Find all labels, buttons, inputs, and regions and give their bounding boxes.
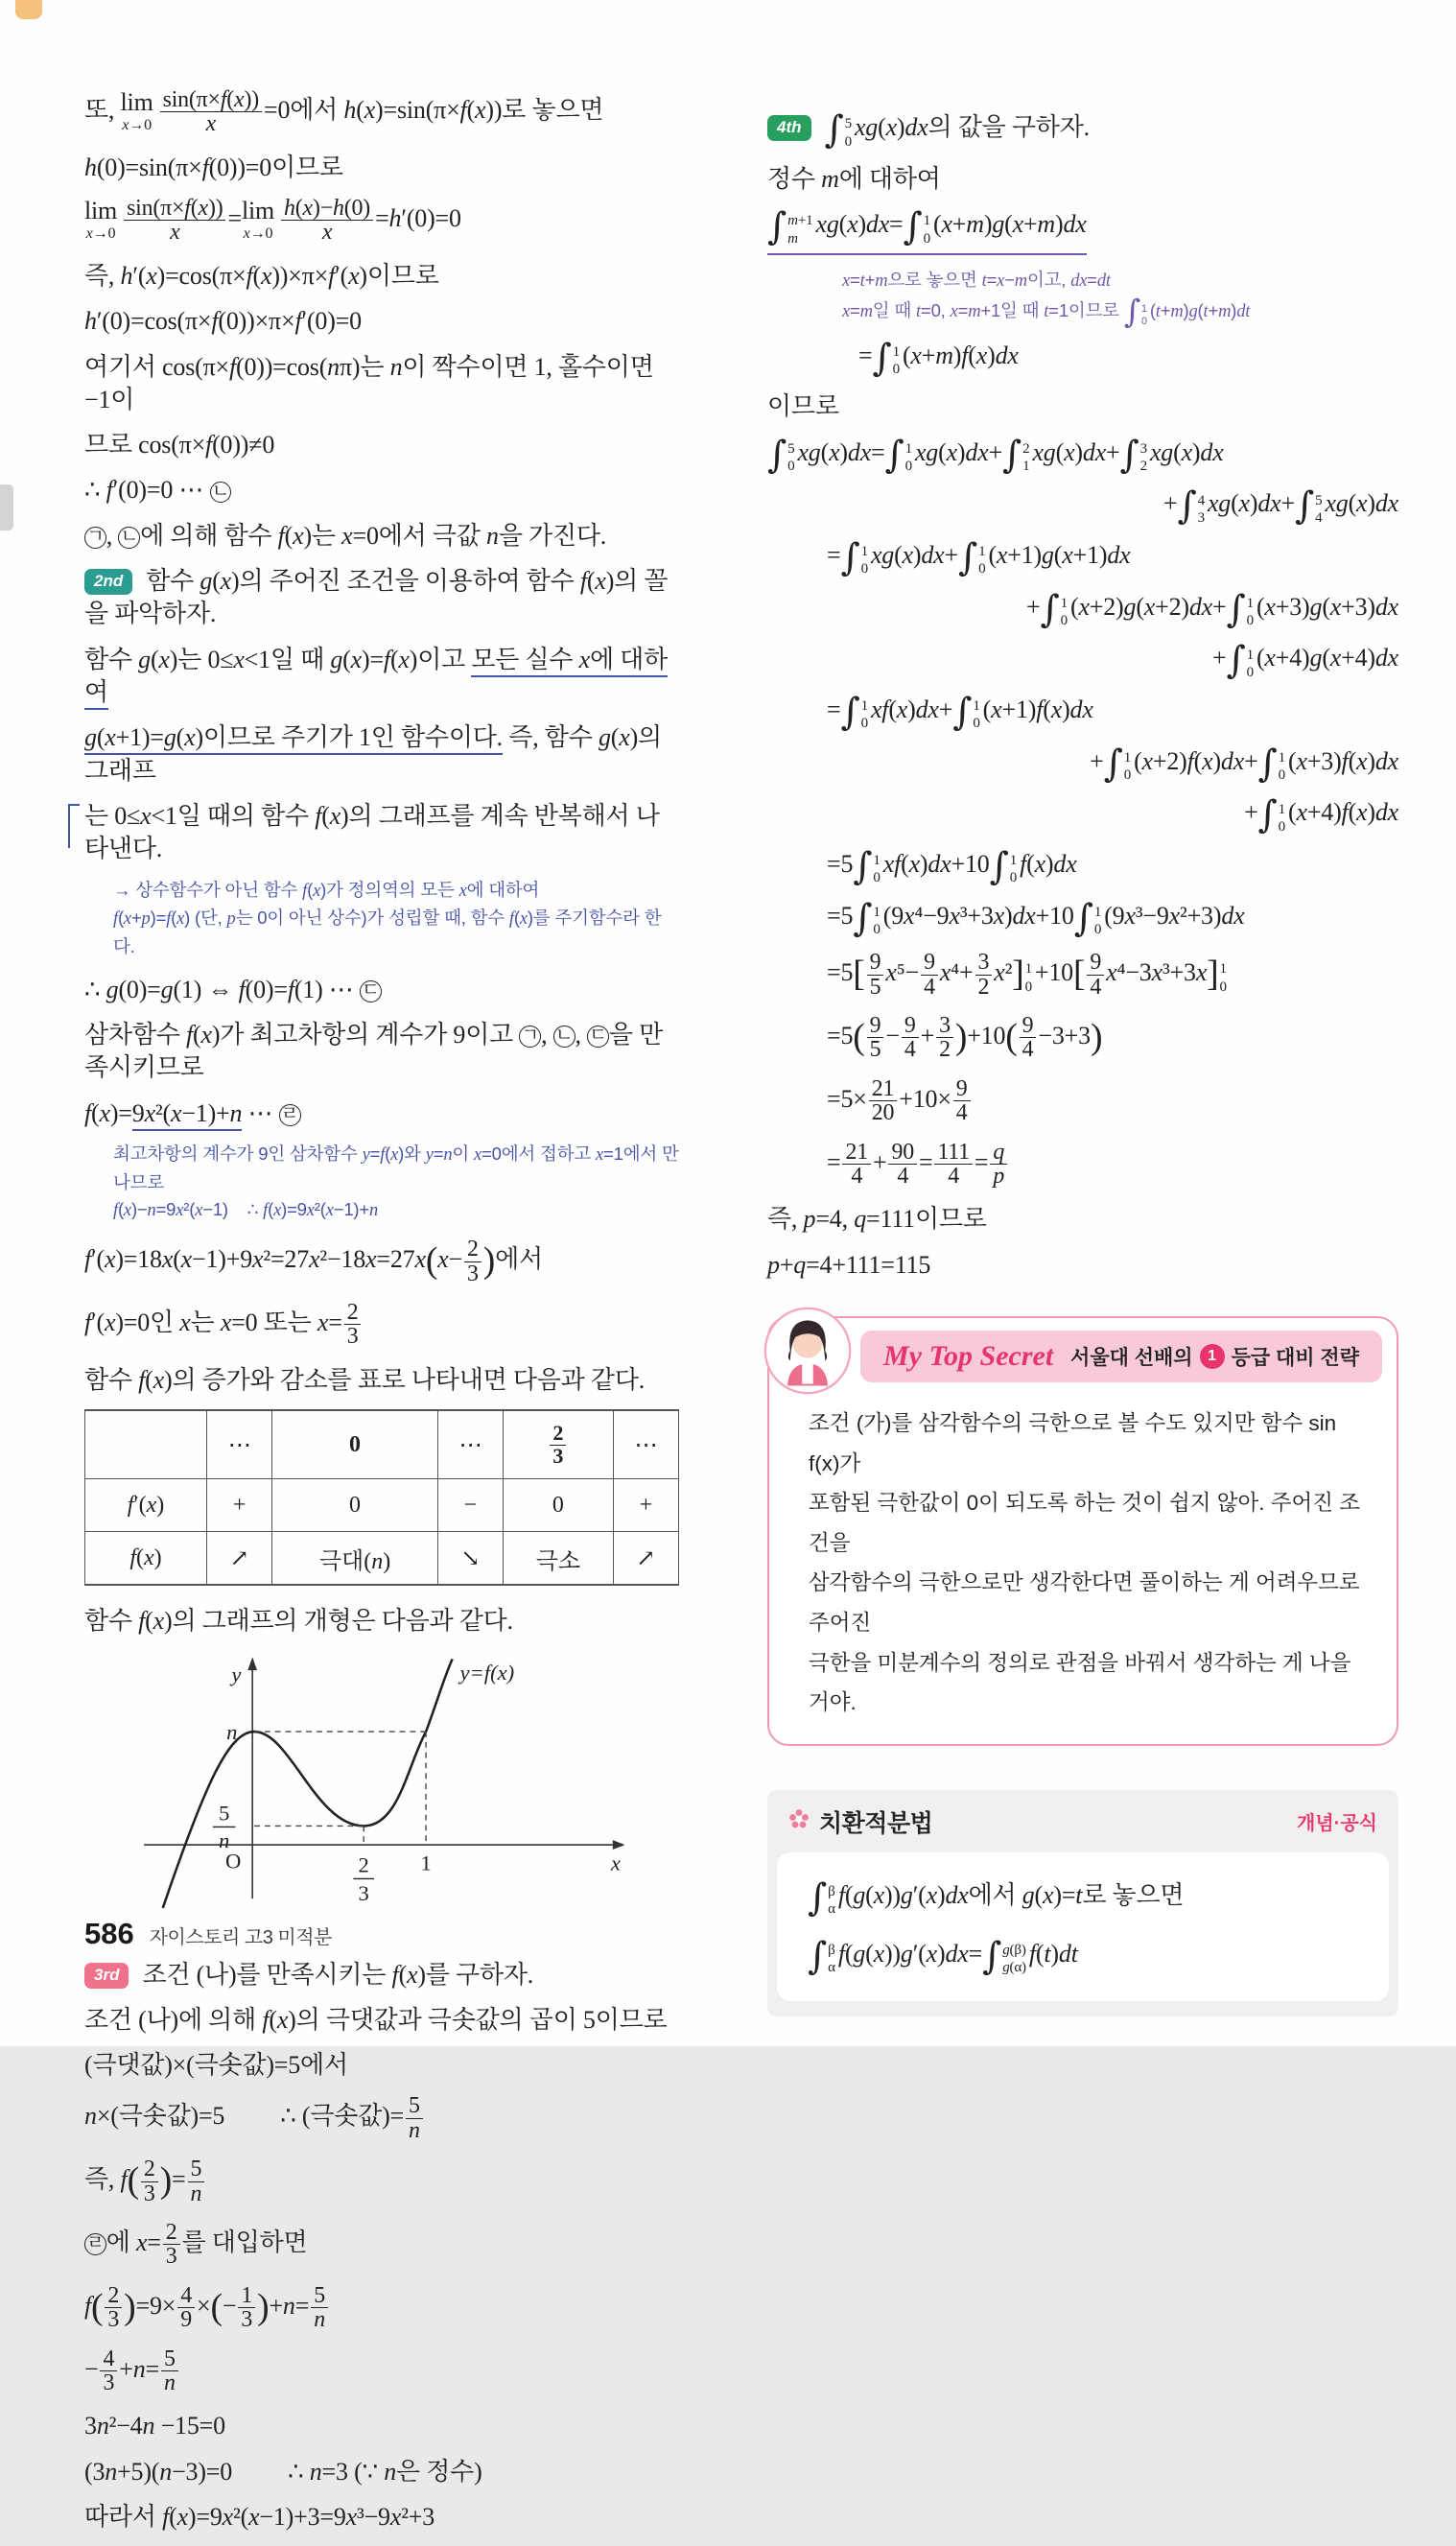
math-line: 즉, f( $\frac{2}{3}$ )= $\frac{5}{n}$ [84,2157,679,2205]
table-cell: ⋯ [613,1410,678,1479]
math-line: +∫ 4 3 xg(x)dx+∫ 5 4 xg(x)dx [1163,484,1398,529]
table-cell: ↗ [207,1532,272,1586]
increase-decrease-table [84,1409,679,1586]
math-line: ∴ g(0)=g(1) ⇔ f(0)=f(1) ⋯ ㄷ [84,974,679,1006]
step-badge-4th: 4th [767,115,811,141]
math-line: =5∫ 1 0 (9x⁴−9x³+3x)dx+10∫ 1 0 (9x³−9x²+3)dx [827,896,1245,940]
math-line: +∫ 1 0 (x+2)g(x+2)dx+∫ 1 0 (x+3)g(x+3)dx [1026,587,1398,631]
math-line: − $\frac{4}{3}$ +n= $\frac{5}{n}$ [84,2347,679,2395]
x-tick-numerator: 2 [358,1852,369,1877]
table-cell: 극대(n) [272,1532,438,1586]
concept-title: 치환적분법 [819,1809,933,1837]
table-cell: 극소 [504,1532,614,1586]
y-axis-label: y [231,1662,242,1686]
mentor-advice-text: 조건 (가)를 삼각함수의 극한으로 볼 수도 있지만 함수 sin f(x)가 포함된 극한값이 0이 되도록 하는 것이 쉽지 않아. 주어진 조건을 삼각함수의 극한으로만 생각한다면 풀이하는 게 어려우므로 주어진 극한을 미분계수의 정의로 관점을 바꿔서 생각하는 게 나을 거야. [809,1410,1360,1715]
math-line: =∫ 1 0 xf(x)dx+∫ 1 0 (x+1)f(x)dx [827,690,1093,734]
step-badge-2nd: 2nd [84,569,132,595]
math-line: h(0)=sin(π×f(0))=0이므로 [84,153,343,181]
x-tick-one: 1 [420,1851,432,1875]
page-footer [84,1917,332,1951]
math-line: 또, lim x→0 $\frac{\sin(\pi\times f(x))}{x}$ =0에서 h(x)=sin(π×f(x))로 놓으면 [84,87,604,137]
concept-box [767,1790,1398,2016]
table-cell: − [437,1479,503,1532]
x-tick-denominator: 3 [358,1880,369,1905]
math-line: ∫ m+1 m xg(x)dx=∫ 1 0 (x+m)g(x+m)dx [767,208,1398,255]
step-4-heading [767,108,1398,153]
math-line: 는 0≤x<1일 때의 함수 f(x)의 그래프를 계속 반복해서 나타낸다. [84,800,679,866]
table-cell: f(x) [85,1532,207,1586]
math-line: +∫ 1 0 (x+4)f(x)dx [1244,793,1398,837]
page-number: 586 [84,1917,134,1950]
left-column [84,88,679,2546]
step-badge-3rd: 3rd [84,1963,129,1989]
margin-note-periodic: → 상수함수가 아닌 함수 f(x)가 정의역의 모든 x에 대하여 f(x+p)=f(x) (단, p는 0이 아닌 상수)가 성립할 때, 함수 f(x)를 주기함수라 한다. [113,879,662,957]
flower-icon [788,1808,810,1834]
page-corner-mark [15,0,42,19]
my-top-secret-header [860,1331,1382,1382]
strategy-suffix: 등급 대비 전략 [1231,1346,1359,1369]
math-line: lim x→0 $\frac{\sin(\pi\times f(x))}{x}$ =lim x→0 $\frac{h(x)-h(0)}{x}$ =h′(0)=0 [84,196,461,246]
note-arrow: → [113,879,131,900]
math-line: ∴ f′(0)=0 ⋯ ㄴ [84,474,679,507]
my-top-secret-title: My Top Secret [883,1339,1054,1372]
min-value-numerator: 5 [219,1801,230,1826]
table-cell: ↗ [613,1532,678,1586]
table-row [85,1532,679,1586]
math-line: 3n²−4n −15=0 [84,2412,225,2440]
math-line: (3n+5)(n−3)=0 ∴ n=3 (∵ n은 정수) [84,2457,482,2486]
step-3-heading [84,1959,679,1992]
math-line: = $\frac{21}{4}$ + $\frac{90}{4}$ = $\frac{111}{4}$ = $\frac{q}{p}$ [827,1141,1398,1189]
math-line: 즉, h′(x)=cos(π×f(x))×π×f′(x)이므로 [84,261,439,290]
math-line: 므로 cos(π×f(0))≠0 [84,431,275,460]
table-cell: f′(x) [85,1479,207,1532]
math-line: +∫ 1 0 (x+4)g(x+4)dx [1212,639,1398,683]
table-cell: ⋯ [437,1410,503,1479]
math-line: h′(0)=cos(π×f(0))×π×f′(0)=0 [84,307,362,336]
concept-tag: 개념·공식 [1297,1813,1377,1835]
table-cell: 0 [272,1410,438,1479]
max-value-label: n [226,1719,238,1744]
math-line: 함수 g(x)는 0≤x<1일 때 g(x)=f(x)이고 모든 실수 x에 대하여 [84,644,679,710]
concept-formulas [777,1852,1389,2001]
grade-1-badge: 1 [1200,1344,1225,1369]
math-line: 이므로 [767,392,839,421]
table-cell: + [207,1479,272,1532]
origin-label: O [225,1849,242,1874]
table-cell: ↘ [437,1532,503,1586]
math-line: f( $\frac{2}{3}$ )=9× $\frac{4}{9}$ ×(− $\frac{1}{3}$ )+n= $\frac{5}{n}$ [84,2284,679,2332]
math-line: f′(x)=18x(x−1)+9x²=27x²−18x=27x(x− $\frac{2}{3}$ )에서 [84,1237,543,1286]
concept-box-header [767,1790,1398,1849]
function-graph [92,1651,679,1940]
table-cell: 0 [272,1479,438,1532]
strategy-prefix: 서울대 선배의 [1070,1346,1193,1369]
page-edge-tab [0,484,13,530]
step-2-heading [84,565,679,631]
math-line: =∫ 1 0 xg(x)dx+∫ 1 0 (x+1)g(x+1)dx [827,535,1131,579]
math-line: g(x+1)=g(x)이므로 주기가 1인 함수이다. 즉, 함수 g(x)의 그래프 [84,723,662,785]
table-cell: $\frac{2}{3}$ [504,1410,614,1479]
math-line: ∫ 5 0 xg(x)dx=∫ 1 0 xg(x)dx+∫ 2 1 xg(x)dx+∫ 3 2 xg(x)dx [767,433,1224,477]
math-line: 조건 (나)에 의해 f(x)의 극댓값과 극솟값의 곱이 5이므로 [84,2005,668,2034]
math-line: 정수 m에 대하여 [767,164,941,193]
math-line: =∫ 1 0 (x+m)f(x)dx [858,336,1019,380]
math-line: =5( $\frac{9}{5}$ − $\frac{9}{4}$ + $\frac{3}{2}$ )+10( $\frac{9}{4}$ −3+3) [827,1012,1103,1063]
math-line: 즉, p=4, q=111이므로 [767,1205,987,1234]
table-cell: 0 [504,1479,614,1532]
table-cell: + [613,1479,678,1532]
table-row [85,1479,679,1532]
math-line: 함수 f(x)의 증가와 감소를 표로 나타내면 다음과 같다. [84,1365,646,1394]
substitution-note: x=t+m으로 놓으면 t=x−m이고, dx=dt x=m일 때 t=0, x=m+1일 때 t=1이므로 ∫ 1 0 (t+m)g(t+m)dt [842,269,1251,331]
right-column [767,108,1398,2016]
math-line: ∫ β α f(g(x))g′(x)dx=∫ g(β) g(α) f(t)dt [808,1934,1078,1978]
math-line: =5[ $\frac{9}{5}$ x⁵− $\frac{9}{4}$ x⁴+ $\frac{3}{2}$ x²] 1 0 +10[ $\frac{9}{4}$ x⁴−3x³+3x] 1 0 [827,950,1227,1000]
math-line: p+q=4+111=115 [767,1250,931,1279]
table-cell: ⋯ [207,1410,272,1479]
math-line: =5× $\frac{21}{20}$ +10× $\frac{9}{4}$ [827,1077,1398,1125]
table-cell [85,1410,207,1479]
book-title: 자이스토리 고3 미적분 [149,1927,332,1948]
step-4-title: ∫ 5 0 xg(x)dx의 값을 구하자. [824,108,1090,153]
step-2-title: 함수 g(x)의 주어진 조건을 이용하여 함수 f(x)의 꼴을 파악하자. [84,567,669,628]
math-line: 따라서 f(x)=9x²(x−1)+3=9x³−9x²+3 [84,2502,435,2531]
math-line: 여기서 cos(π×f(0))=cos(nπ)는 n이 짝수이면 1, 홀수이면 −1이 [84,352,654,413]
mentor-avatar [762,1305,854,1397]
math-line: =5∫ 1 0 xf(x)dx+10∫ 1 0 f(x)dx [827,844,1077,888]
graph-caption: 함수 f(x)의 그래프의 개형은 다음과 같다. [84,1607,513,1636]
note-connector [68,804,80,848]
margin-note-cubic: 최고차항의 계수가 9인 삼차함수 y=f(x)와 y=n이 x=0에서 접하고 x=1에서 만나므로 f(x)−n=9x²(x−1) ∴ f(x)=9x²(x−1)+n [113,1143,679,1220]
math-line: (극댓값)×(극솟값)=5에서 [84,2051,348,2080]
curve-label: y=f(x) [459,1660,515,1685]
math-line: +∫ 1 0 (x+2)f(x)dx+∫ 1 0 (x+3)f(x)dx [1090,742,1398,786]
step-3-title: 조건 (나)를 만족시키는 f(x)를 구하자. [142,1960,534,1989]
x-axis-label: x [610,1851,621,1875]
math-line: ㄱ, ㄴ에 의해 함수 f(x)는 x=0에서 극값 n을 가진다. [84,520,679,553]
math-line: f′(x)=0인 x는 x=0 또는 x= $\frac{2}{3}$ [84,1301,679,1349]
math-line: n×(극솟값)=5 ∴ (극솟값)= $\frac{5}{n}$ [84,2094,679,2142]
math-line: ㄹ에 x= $\frac{2}{3}$ 를 대입하면 [84,2221,679,2269]
math-line: 삼차함수 f(x)가 최고차항의 계수가 9이고 ㄱ, ㄴ, ㄷ을 만족시키므로 [84,1021,664,1082]
my-top-secret-box [767,1316,1398,1746]
min-value-denominator: n [219,1827,230,1852]
math-line: f(x)=9x²(x−1)+n ⋯ ㄹ [84,1097,679,1130]
table-row [85,1410,679,1479]
math-line: ∫ β α f(g(x))g′(x)dx에서 g(x)=t로 놓으면 [808,1875,1185,1920]
strategy-label [1070,1342,1359,1371]
